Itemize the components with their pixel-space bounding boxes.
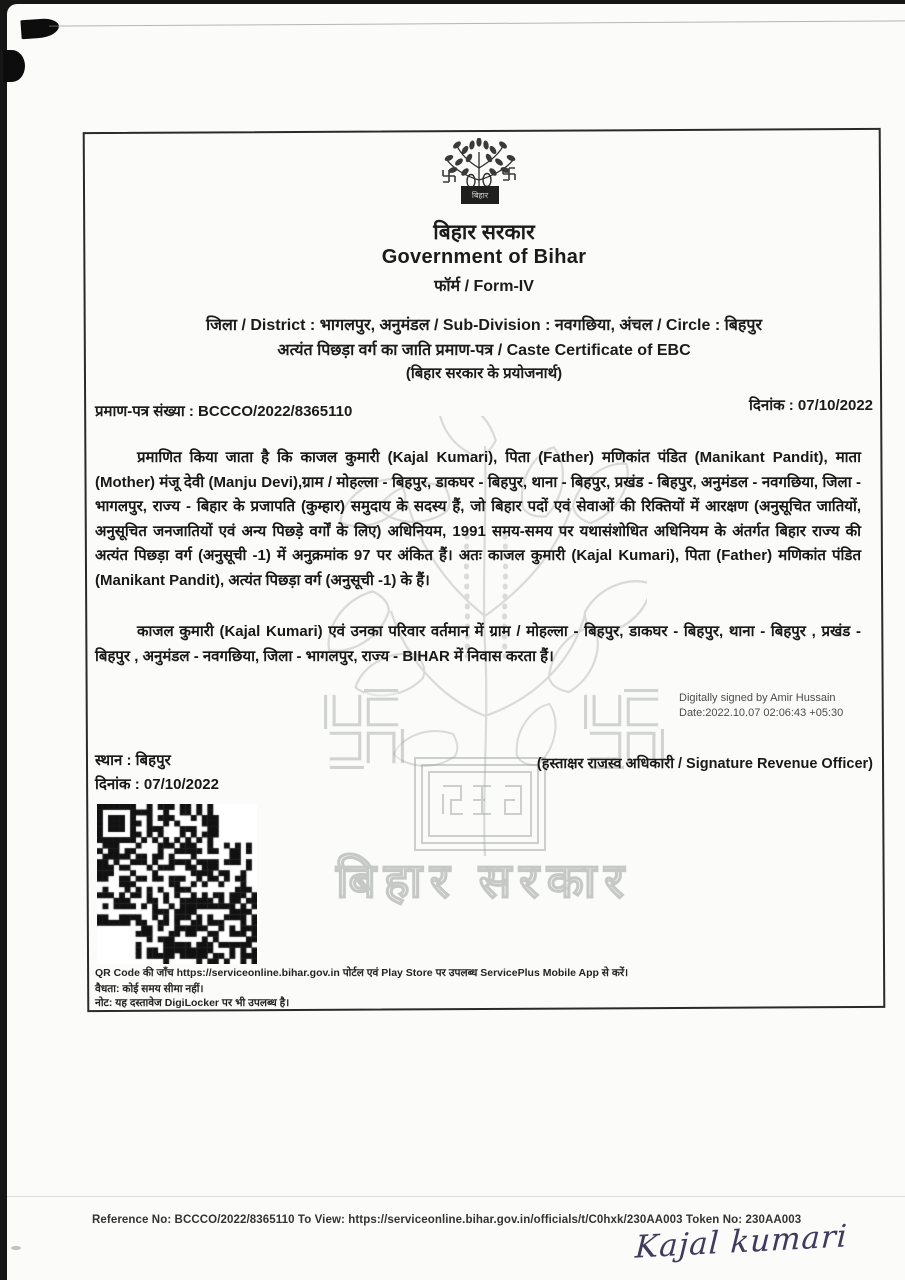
certificate-body-paragraph-2: काजल कुमारी (Kajal Kumari) एवं उनका परिवार वर्तमान में ग्राम / मोहल्ला - बिहपुर, डाकघर - बिहपुर, थाना - बिहपुर , प्रखंड - बिहपुर , अनुमंडल - नवगछिया, जिला - भागलपुर, राज्य - BIHAR में निवास करता हैं।: [95, 623, 861, 665]
scan-artifact: [3, 50, 25, 82]
digital-signature-block: [679, 691, 843, 720]
reference-line: Reference No: BCCCO/2022/8365110 To View: https://serviceonline.bihar.gov.in/officials/t/C0hxk/230AA003 Token No: 230AA003: [92, 1214, 802, 1226]
qr-code: [97, 804, 257, 964]
title-english: Government of Bihar: [381, 246, 587, 268]
form-number: फॉर्म / Form-IV: [434, 278, 534, 295]
scan-artifact: [11, 1246, 21, 1250]
scanned-certificate-page: [7, 4, 905, 1280]
place-line: स्थान : बिहपुर: [95, 752, 171, 769]
revenue-officer-signature-label: (हस्ताक्षर राजस्व अधिकारी / Signature Revenue Officer): [536, 756, 873, 772]
digital-signature-line2: Date:2022.10.07 02:06:43 +05:30: [679, 706, 844, 719]
date-line: दिनांक : 07/10/2022: [95, 776, 219, 793]
certificate-date: दिनांक : 07/10/2022: [749, 397, 873, 414]
qr-caption-note: नोट: यह दस्तावेज DigiLocker पर भी उपलब्ध है।: [95, 997, 290, 1009]
watermark-text: बिहार सरकार: [336, 855, 632, 908]
scan-strip-divider: [7, 1196, 905, 1197]
qr-caption-validity: वैधता: कोई समय सीमा नहीं।: [95, 983, 204, 995]
scan-edge-line: [49, 20, 905, 26]
scan-artifact: [20, 18, 59, 40]
certificate-body-paragraph-1: प्रमाणित किया जाता है कि काजल कुमारी (Kajal Kumari), पिता (Father) मणिकांत पंडित (Manikant Pandit), माता (Mother) मंजू देवी (Manju Devi),ग्राम / मोहल्ला - बिहपुर, डाकघर - बिहपुर, थाना - बिहपुर, प्रखंड - बिहपुर, अनुमंडल - नवगछिया, जिला - भागलपुर, राज्य - बिहार के प्रजापति (कुम्हार) समुदाय के सदस्य हैं, जो बिहार पदों एवं सेवाओं की रिक्तियों में आरक्षण (अनुसूचित जातियों, अनुसूचित जनजातियों एवं अन्य पिछड़े वर्गों के लिए) अधिनियम, 1991 समय-समय पर यथासंशोधित अधिनियम के अंतर्गत बिहार राज्य की अत्यंत पिछड़ा वर्ग (अनुसूची -1) में अनुक्रमांक 97 पर अंकित हैं। अतः काजल कुमारी (Kajal Kumari), पिता (Father) मणिकांत पंडित (Manikant Pandit), अत्यंत पिछड़ा वर्ग (अनुसूची -1) के हैं।: [95, 449, 861, 589]
title-hindi: बिहार सरकार: [433, 221, 535, 244]
swastika-watermark-left-icon: [323, 688, 405, 770]
certificate-number: प्रमाण-पत्र संख्या : BCCCO/2022/8365110: [95, 403, 353, 420]
bihar-government-emblem: [425, 138, 533, 214]
qr-caption-verify: QR Code की जाँच https://serviceonline.bihar.gov.in पोर्टल एवं Play Store पर उपलब्ध ServicePlus Mobile App से करें।: [95, 967, 629, 979]
handwritten-signature: Kajal kumari: [634, 1218, 849, 1266]
emblem-plaque-text: बिहार: [471, 191, 489, 200]
purpose-line: (बिहार सरकार के प्रयोजनार्थ): [405, 365, 563, 382]
district-line: जिला / District : भागलपुर, अनुमंडल / Sub-Division : नवगछिया, अंचल / Circle : बिहपुर: [206, 317, 762, 334]
certificate-title: अत्यंत पिछड़ा वर्ग का जाति प्रमाण-पत्र / Caste Certificate of EBC: [277, 342, 691, 359]
digital-signature-line1: Digitally signed by Amir Hussain: [679, 692, 836, 704]
